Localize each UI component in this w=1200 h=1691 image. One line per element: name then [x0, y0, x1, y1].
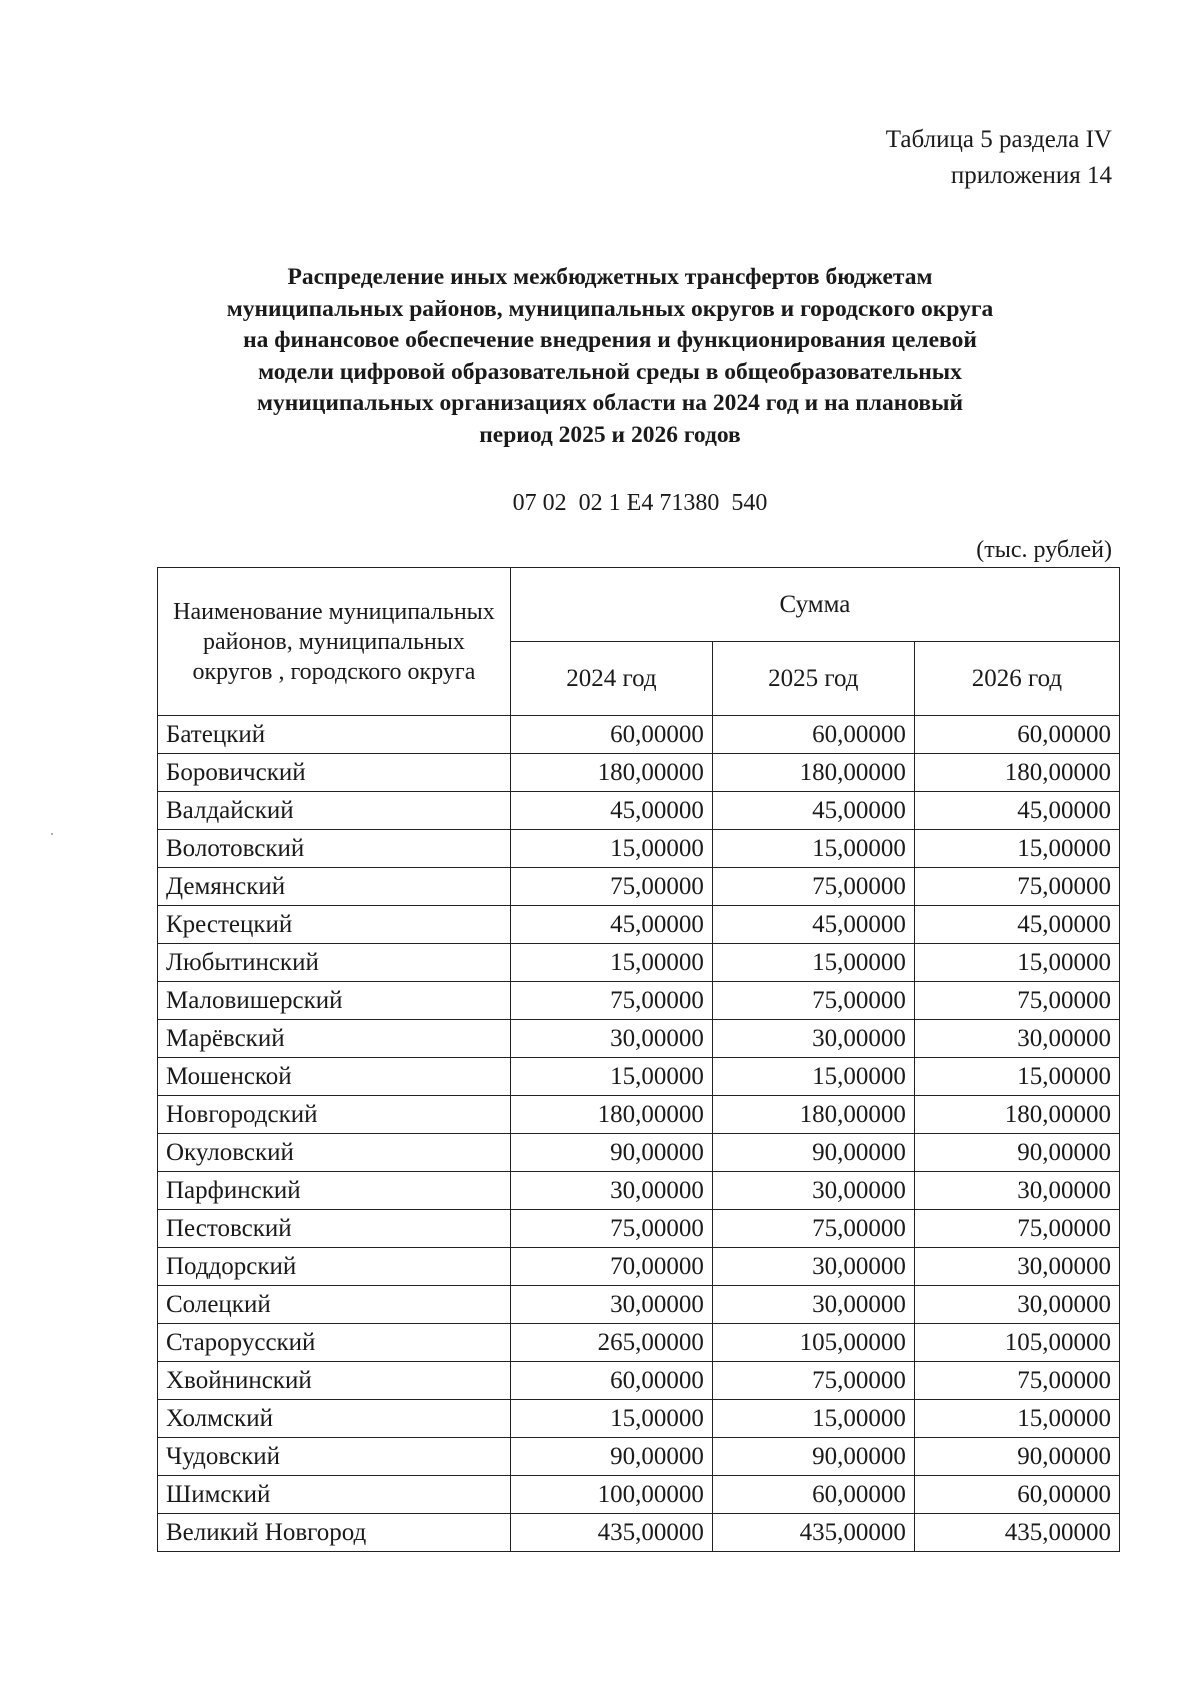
title-line: муниципальных организациях области на 2024 год и на плановый [256, 390, 963, 416]
amount-2026-cell: 90,00000 [914, 1134, 1119, 1172]
municipality-name-cell: Пестовский [158, 1210, 511, 1248]
amount-2025-cell: 15,00000 [712, 1058, 914, 1096]
amount-2024-cell: 15,00000 [510, 944, 712, 982]
table-header-row [158, 568, 1120, 642]
table-reference [886, 122, 1112, 194]
table-row [158, 1514, 1120, 1552]
title-line: муниципальных районов, муниципальных округов и городского округа [226, 295, 994, 322]
amount-2024-cell: 75,00000 [510, 1210, 712, 1248]
table-row [158, 1362, 1120, 1400]
amount-2024-cell: 60,00000 [510, 716, 712, 754]
amount-2026-cell: 15,00000 [914, 944, 1119, 982]
municipality-name-cell: Старорусский [158, 1324, 511, 1362]
municipality-name-cell: Демянский [158, 868, 511, 906]
amount-2025-cell: 30,00000 [712, 1020, 914, 1058]
header-municipality-name: Наименование муниципальных районов, муниципальных округов , городского округа [158, 568, 511, 716]
amount-2026-cell: 30,00000 [914, 1020, 1119, 1058]
municipality-name-cell: Марёвский [158, 1020, 511, 1058]
amount-2026-cell: 30,00000 [914, 1172, 1119, 1210]
table-reference-line-2: приложения 14 [950, 162, 1112, 189]
amount-2024-cell: 100,00000 [510, 1476, 712, 1514]
amount-2026-cell: 435,00000 [914, 1514, 1119, 1552]
amount-2025-cell: 45,00000 [712, 792, 914, 830]
header-year-2026: 2026 год [914, 642, 1119, 716]
amount-2024-cell: 265,00000 [510, 1324, 712, 1362]
title-line: период 2025 и 2026 годов [479, 421, 741, 448]
amount-2025-cell: 75,00000 [712, 1362, 914, 1400]
amount-2025-cell: 60,00000 [712, 716, 914, 754]
amount-2024-cell: 75,00000 [510, 868, 712, 906]
municipality-name-cell: Чудовский [158, 1438, 511, 1476]
amount-2026-cell: 30,00000 [914, 1248, 1119, 1286]
amount-2026-cell: 60,00000 [914, 716, 1119, 754]
table-row [158, 868, 1120, 906]
amount-2026-cell: 75,00000 [914, 982, 1119, 1020]
amount-2024-cell: 435,00000 [510, 1514, 712, 1552]
amount-2025-cell: 105,00000 [712, 1324, 914, 1362]
amount-2024-cell: 90,00000 [510, 1134, 712, 1172]
amount-2026-cell: 45,00000 [914, 792, 1119, 830]
document-title [150, 262, 1070, 451]
amount-2026-cell: 45,00000 [914, 906, 1119, 944]
amount-2024-cell: 30,00000 [510, 1020, 712, 1058]
table-row [158, 1248, 1120, 1286]
budget-classification-code: 07 02 02 1 E4 71380 540 [512, 490, 768, 516]
amount-2026-cell: 75,00000 [914, 1210, 1119, 1248]
municipality-name-cell: Маловишерский [158, 982, 511, 1020]
amount-2026-cell: 15,00000 [914, 1400, 1119, 1438]
table-row [158, 1438, 1120, 1476]
amount-2024-cell: 180,00000 [510, 754, 712, 792]
amount-2024-cell: 75,00000 [510, 982, 712, 1020]
amount-2026-cell: 15,00000 [914, 1058, 1119, 1096]
amount-2024-cell: 30,00000 [510, 1172, 712, 1210]
table-row [158, 1058, 1120, 1096]
amount-2024-cell: 90,00000 [510, 1438, 712, 1476]
amount-2025-cell: 75,00000 [712, 868, 914, 906]
amount-2026-cell: 75,00000 [914, 868, 1119, 906]
municipality-name-cell: Шимский [158, 1476, 511, 1514]
municipality-name-cell: Солецкий [158, 1286, 511, 1324]
amount-2026-cell: 75,00000 [914, 1362, 1119, 1400]
table-row [158, 792, 1120, 830]
municipality-name-cell: Крестецкий [158, 906, 511, 944]
amount-2025-cell: 30,00000 [712, 1286, 914, 1324]
amount-2025-cell: 435,00000 [712, 1514, 914, 1552]
municipality-name-cell: Любытинский [158, 944, 511, 982]
municipality-name-cell: Валдайский [158, 792, 511, 830]
title-line: на финансовое обеспечение внедрения и функционирования целевой [243, 327, 977, 353]
table-row [158, 1286, 1120, 1324]
amount-2024-cell: 15,00000 [510, 1058, 712, 1096]
municipality-name-cell: Мошенской [158, 1058, 511, 1096]
table-row [158, 716, 1120, 754]
header-year-2025: 2025 год [712, 642, 914, 716]
amount-2025-cell: 15,00000 [712, 830, 914, 868]
amount-2024-cell: 180,00000 [510, 1096, 712, 1134]
amount-2024-cell: 45,00000 [510, 906, 712, 944]
amount-2026-cell: 60,00000 [914, 1476, 1119, 1514]
amount-2025-cell: 75,00000 [712, 1210, 914, 1248]
municipality-name-cell: Новгородский [158, 1096, 511, 1134]
table-row [158, 1210, 1120, 1248]
amount-2025-cell: 45,00000 [712, 906, 914, 944]
header-year-2024: 2024 год [510, 642, 712, 716]
municipality-name-cell: Волотовский [158, 830, 511, 868]
amount-2025-cell: 60,00000 [712, 1476, 914, 1514]
amount-2025-cell: 90,00000 [712, 1438, 914, 1476]
amount-2024-cell: 15,00000 [510, 1400, 712, 1438]
amount-2025-cell: 30,00000 [712, 1172, 914, 1210]
table-row [158, 1134, 1120, 1172]
units-label: (тыс. рублей) [976, 537, 1112, 563]
table-row [158, 982, 1120, 1020]
table-row [158, 1324, 1120, 1362]
transfers-table [157, 567, 1120, 1552]
amount-2026-cell: 90,00000 [914, 1438, 1119, 1476]
amount-2026-cell: 15,00000 [914, 830, 1119, 868]
table-row [158, 754, 1120, 792]
municipality-name-cell: Окуловский [158, 1134, 511, 1172]
table-reference-line-1: Таблица 5 раздела IV [885, 126, 1112, 153]
table-row [158, 830, 1120, 868]
amount-2025-cell: 90,00000 [712, 1134, 914, 1172]
title-line: модели цифровой образовательной среды в общеобразовательных [258, 358, 962, 385]
table-row [158, 1020, 1120, 1058]
municipality-name-cell: Батецкий [158, 716, 511, 754]
amount-2025-cell: 30,00000 [712, 1248, 914, 1286]
amount-2025-cell: 180,00000 [712, 754, 914, 792]
amount-2026-cell: 105,00000 [914, 1324, 1119, 1362]
table-row [158, 1476, 1120, 1514]
amount-2024-cell: 15,00000 [510, 830, 712, 868]
amount-2025-cell: 15,00000 [712, 1400, 914, 1438]
municipality-name-cell: Великий Новгород [158, 1514, 511, 1552]
table-row [158, 1096, 1120, 1134]
title-line: Распределение иных межбюджетных трансфертов бюджетам [287, 264, 933, 290]
amount-2025-cell: 75,00000 [712, 982, 914, 1020]
table-row [158, 944, 1120, 982]
amount-2024-cell: 30,00000 [510, 1286, 712, 1324]
amount-2026-cell: 30,00000 [914, 1286, 1119, 1324]
amount-2026-cell: 180,00000 [914, 1096, 1119, 1134]
amount-2025-cell: 15,00000 [712, 944, 914, 982]
amount-2024-cell: 60,00000 [510, 1362, 712, 1400]
amount-2024-cell: 45,00000 [510, 792, 712, 830]
table-row [158, 906, 1120, 944]
header-sum: Сумма [510, 568, 1119, 642]
municipality-name-cell: Парфинский [158, 1172, 511, 1210]
table-row [158, 1172, 1120, 1210]
table-row [158, 1400, 1120, 1438]
amount-2024-cell: 70,00000 [510, 1248, 712, 1286]
amount-2026-cell: 180,00000 [914, 754, 1119, 792]
municipality-name-cell: Боровичский [158, 754, 511, 792]
amount-2025-cell: 180,00000 [712, 1096, 914, 1134]
scan-speck [51, 833, 53, 835]
municipality-name-cell: Хвойнинский [158, 1362, 511, 1400]
table-body [158, 716, 1120, 1552]
municipality-name-cell: Поддорский [158, 1248, 511, 1286]
municipality-name-cell: Холмский [158, 1400, 511, 1438]
